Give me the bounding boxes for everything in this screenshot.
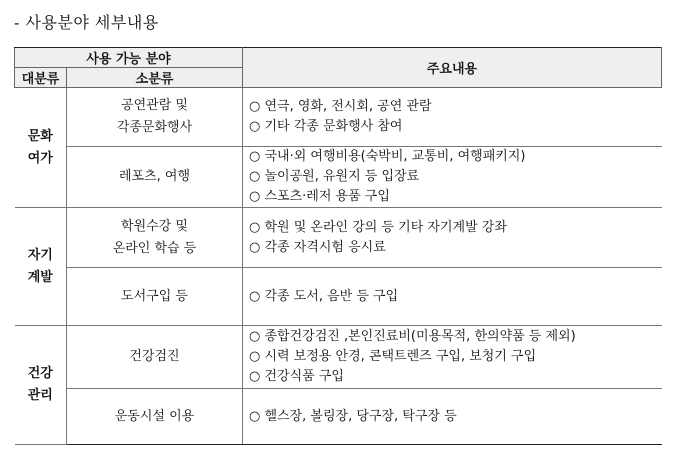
category-self-development: 자기 계발 xyxy=(15,208,67,326)
list-item: ○ 각종 자격시험 응시료 xyxy=(249,239,386,255)
list-item: ○ 놀이공원, 유원지 등 입장료 xyxy=(249,169,420,184)
list-item: ○ 각종 도서, 음반 등 구입 xyxy=(249,288,399,304)
list-item: ○ 학원 및 온라인 강의 등 기타 자기계발 강좌 xyxy=(249,219,507,235)
list-item: ○ 헬스장, 볼링장, 당구장, 탁구장 등 xyxy=(249,408,457,424)
content-leports-travel xyxy=(243,147,662,208)
header-minor-category: 소분류 xyxy=(67,68,243,88)
header-major-category: 대분류 xyxy=(15,68,67,88)
section-title: - 사용분야 세부내용 xyxy=(14,13,159,32)
list-item: ○ 연극, 영화, 전시회, 공연 관람 xyxy=(249,99,432,114)
content-fitness xyxy=(243,389,662,445)
subcategory-academy: 학원수강 및 온라인 학습 등 xyxy=(67,208,243,268)
subcategory-performance: 공연관람 및 각종문화행사 xyxy=(67,88,243,147)
content-academy xyxy=(243,208,662,268)
list-item: ○ 국내·외 여행비용(숙박비, 교통비, 여행패키지) xyxy=(249,149,526,164)
header-usage-area: 사용 가능 분야 xyxy=(15,48,243,68)
list-item: ○ 종합건강검진 ,본인진료비(미용목적, 한의약품 등 제외) xyxy=(249,329,576,344)
content-performance xyxy=(243,88,662,147)
category-culture-leisure: 문화 여가 xyxy=(15,88,67,208)
list-item: ○ 기타 각종 문화행사 참여 xyxy=(249,119,403,134)
content-checkup xyxy=(243,326,662,389)
subcategory-books: 도서구입 등 xyxy=(67,268,243,326)
subcategory-checkup: 건강검진 xyxy=(67,326,243,389)
list-item: ○ 스포츠·레저 용품 구입 xyxy=(249,189,390,204)
list-item: ○ 건강식품 구입 xyxy=(249,369,344,384)
subcategory-fitness: 운동시설 이용 xyxy=(67,389,243,445)
content-books xyxy=(243,268,662,326)
header-main-content: 주요내용 xyxy=(243,48,662,88)
subcategory-leports-travel: 레포츠, 여행 xyxy=(67,147,243,208)
category-health: 건강 관리 xyxy=(15,326,67,445)
list-item: ○ 시력 보정용 안경, 콘택트렌즈 구입, 보청기 구입 xyxy=(249,349,537,364)
usage-table xyxy=(14,47,662,445)
